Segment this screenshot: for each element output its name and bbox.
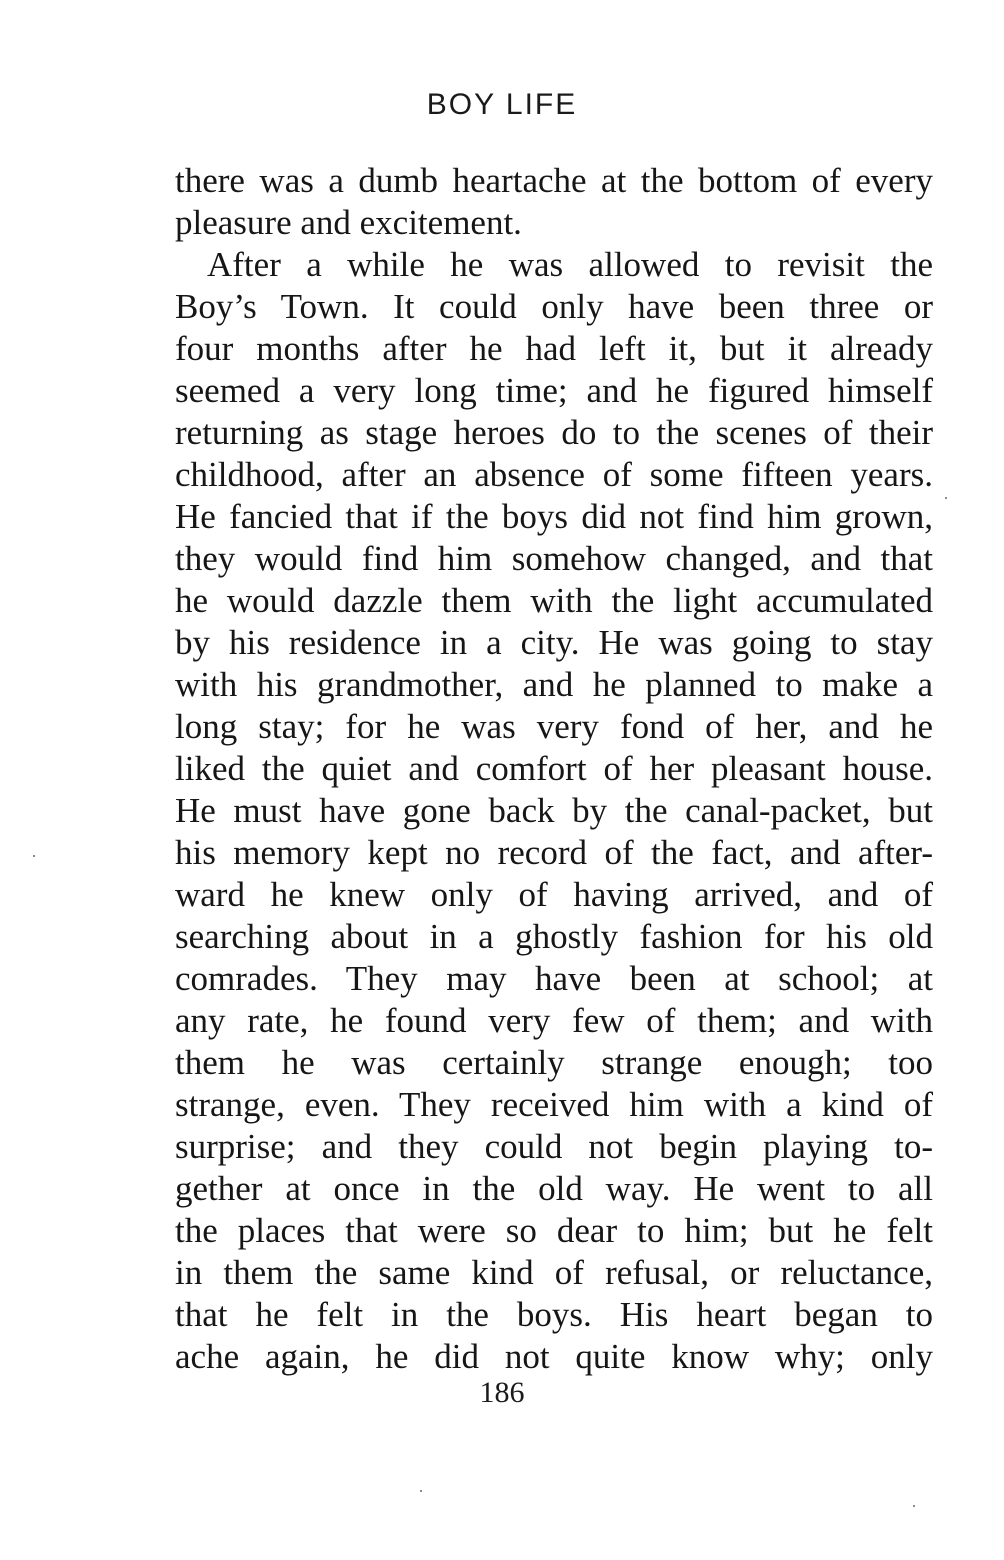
body-text [175,160,933,1378]
text-line: seemed a very long time; and he figured himself [175,371,933,410]
text-line: any rate, he found very few of them; and with [175,1001,933,1040]
text-line: He fancied that if the boys did not find him grown, [175,497,933,536]
scan-speck [420,1490,422,1492]
text-line: he would dazzle them with the light accumulated [175,581,933,620]
text-line: pleasure and excitement. [175,203,522,242]
text-line: searching about in a ghostly fashion for his old [175,917,933,956]
text-line: there was a dumb heartache at the bottom of every [175,161,933,200]
text-line: the places that were so dear to him; but he felt [175,1211,933,1250]
text-line: by his residence in a city. He was going to stay [175,623,933,662]
text-line: gether at once in the old way. He went to all [175,1169,933,1208]
scan-speck [945,497,947,499]
text-line: childhood, after an absence of some fifteen years. [175,455,933,494]
text-line: with his grandmother, and he planned to make a [175,665,933,704]
text-line: that he felt in the boys. His heart began to [175,1295,933,1334]
running-head: BOY LIFE [426,88,578,121]
scan-speck [913,1505,915,1507]
text-line: returning as stage heroes do to the scenes of their [175,413,933,452]
text-line: Boy’s Town. It could only have been three or [175,287,933,326]
text-line: long stay; for he was very fond of her, and he [175,707,933,746]
text-line: ward he knew only of having arrived, and of [175,875,933,914]
text-line: He must have gone back by the canal-packet, but [175,791,933,830]
text-line: After a while he was allowed to revisit the [207,245,933,284]
text-line: them he was certainly strange enough; too [175,1043,933,1082]
text-line: comrades. They may have been at school; at [175,959,933,998]
page-number: 186 [479,1376,525,1409]
text-line: his memory kept no record of the fact, and after- [175,833,933,872]
text-line: four months after he had left it, but it already [175,329,933,368]
text-line: strange, even. They received him with a kind of [175,1085,933,1124]
text-line: surprise; and they could not begin playing to- [175,1127,933,1166]
text-line: in them the same kind of refusal, or reluctance, [175,1253,933,1292]
text-line: they would find him somehow changed, and that [175,539,933,578]
scan-speck [33,855,35,857]
text-line: ache again, he did not quite know why; only [175,1337,933,1376]
text-line: liked the quiet and comfort of her pleasant house. [175,749,933,788]
